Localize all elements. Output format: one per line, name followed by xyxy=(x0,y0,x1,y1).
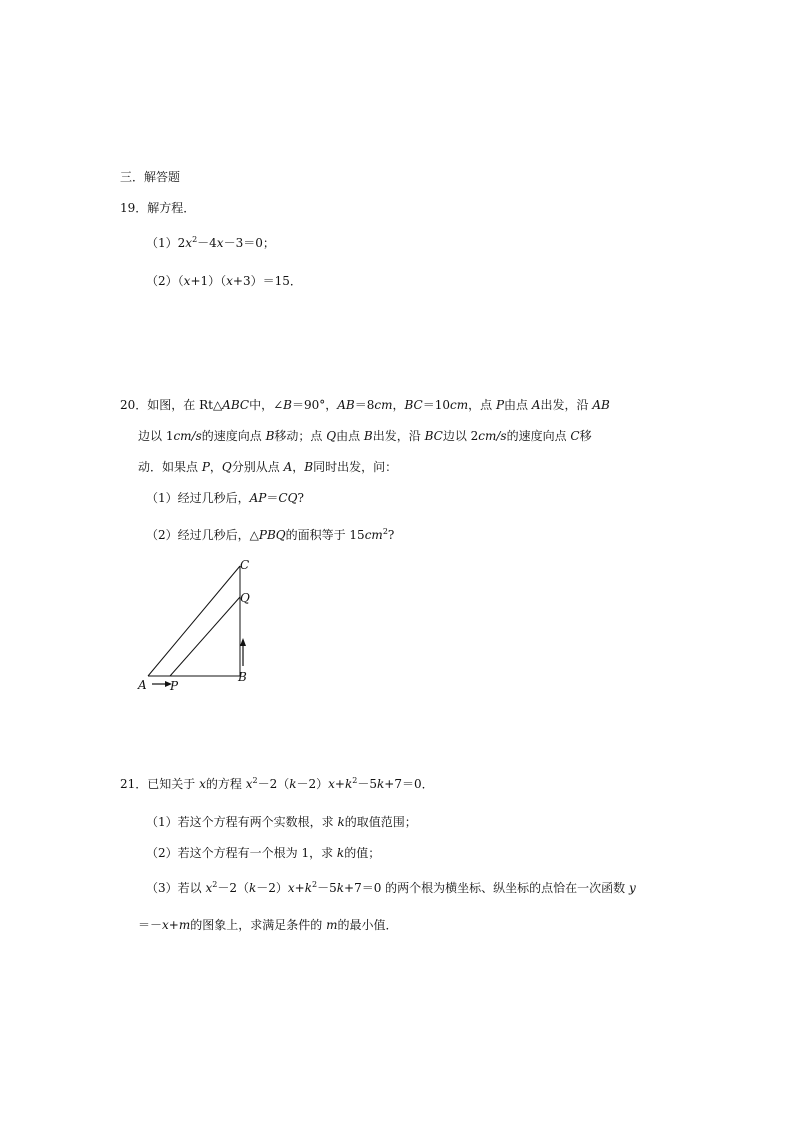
segment-ac xyxy=(148,566,240,676)
section-heading: 三．解答题 xyxy=(120,170,181,184)
label-c: C xyxy=(240,558,250,572)
label-a: A xyxy=(138,678,147,692)
q20-line-2: 边以 1cm/s的速度向点 B移动；点 Q由点 B出发，沿 BC边以 2cm/s的速度向点 C移 xyxy=(138,429,592,443)
q19-part-1: $(1)2x^2-4x-3=0$； xyxy=(146,235,275,250)
arrow-up-icon xyxy=(240,638,246,666)
q21-part-3-line-1: （3）若以 $x^2-2(k-2)x+k^2-5k+7=0$ 的两个根为横坐标、纵坐标的点恰在一次函数 y xyxy=(146,880,636,895)
q21-part-3-line-2: ＝－x+m的图象上，求满足条件的 m的最小值． xyxy=(138,918,398,932)
triangle-figure xyxy=(134,556,264,696)
q19-title: 19．解方程． xyxy=(120,201,196,215)
q19-part-2: （2）（x+1）（x+3）＝15． xyxy=(146,274,302,288)
q20-part-2: （2）经过几秒后，△PBQ的面积等于 $15cm^2$? xyxy=(146,527,395,542)
label-b: B xyxy=(238,670,247,684)
q20-line-1: 20．如图，在 Rt△ABC中，∠B＝90°，AB＝8cm，BC＝10cm，点 P由点 A出发，沿 AB xyxy=(120,398,610,412)
arrow-right-icon xyxy=(152,681,172,687)
q21-title: 21．已知关于 x的方程 $x^2-2(k-2)x+k^2-5k+7=0$． xyxy=(120,776,434,791)
q21-part-1: （1）若这个方程有两个实数根，求 k的取值范围； xyxy=(146,815,417,829)
label-q: Q xyxy=(240,591,250,605)
q20-line-3: 动．如果点 P，Q分别从点 A，B同时出发，问： xyxy=(138,460,398,474)
label-p: P xyxy=(170,679,179,693)
q21-part-2: （2）若这个方程有一个根为 1，求 k的值； xyxy=(146,846,381,860)
q20-part-1: （1）经过几秒后，AP＝CQ? xyxy=(146,491,304,505)
